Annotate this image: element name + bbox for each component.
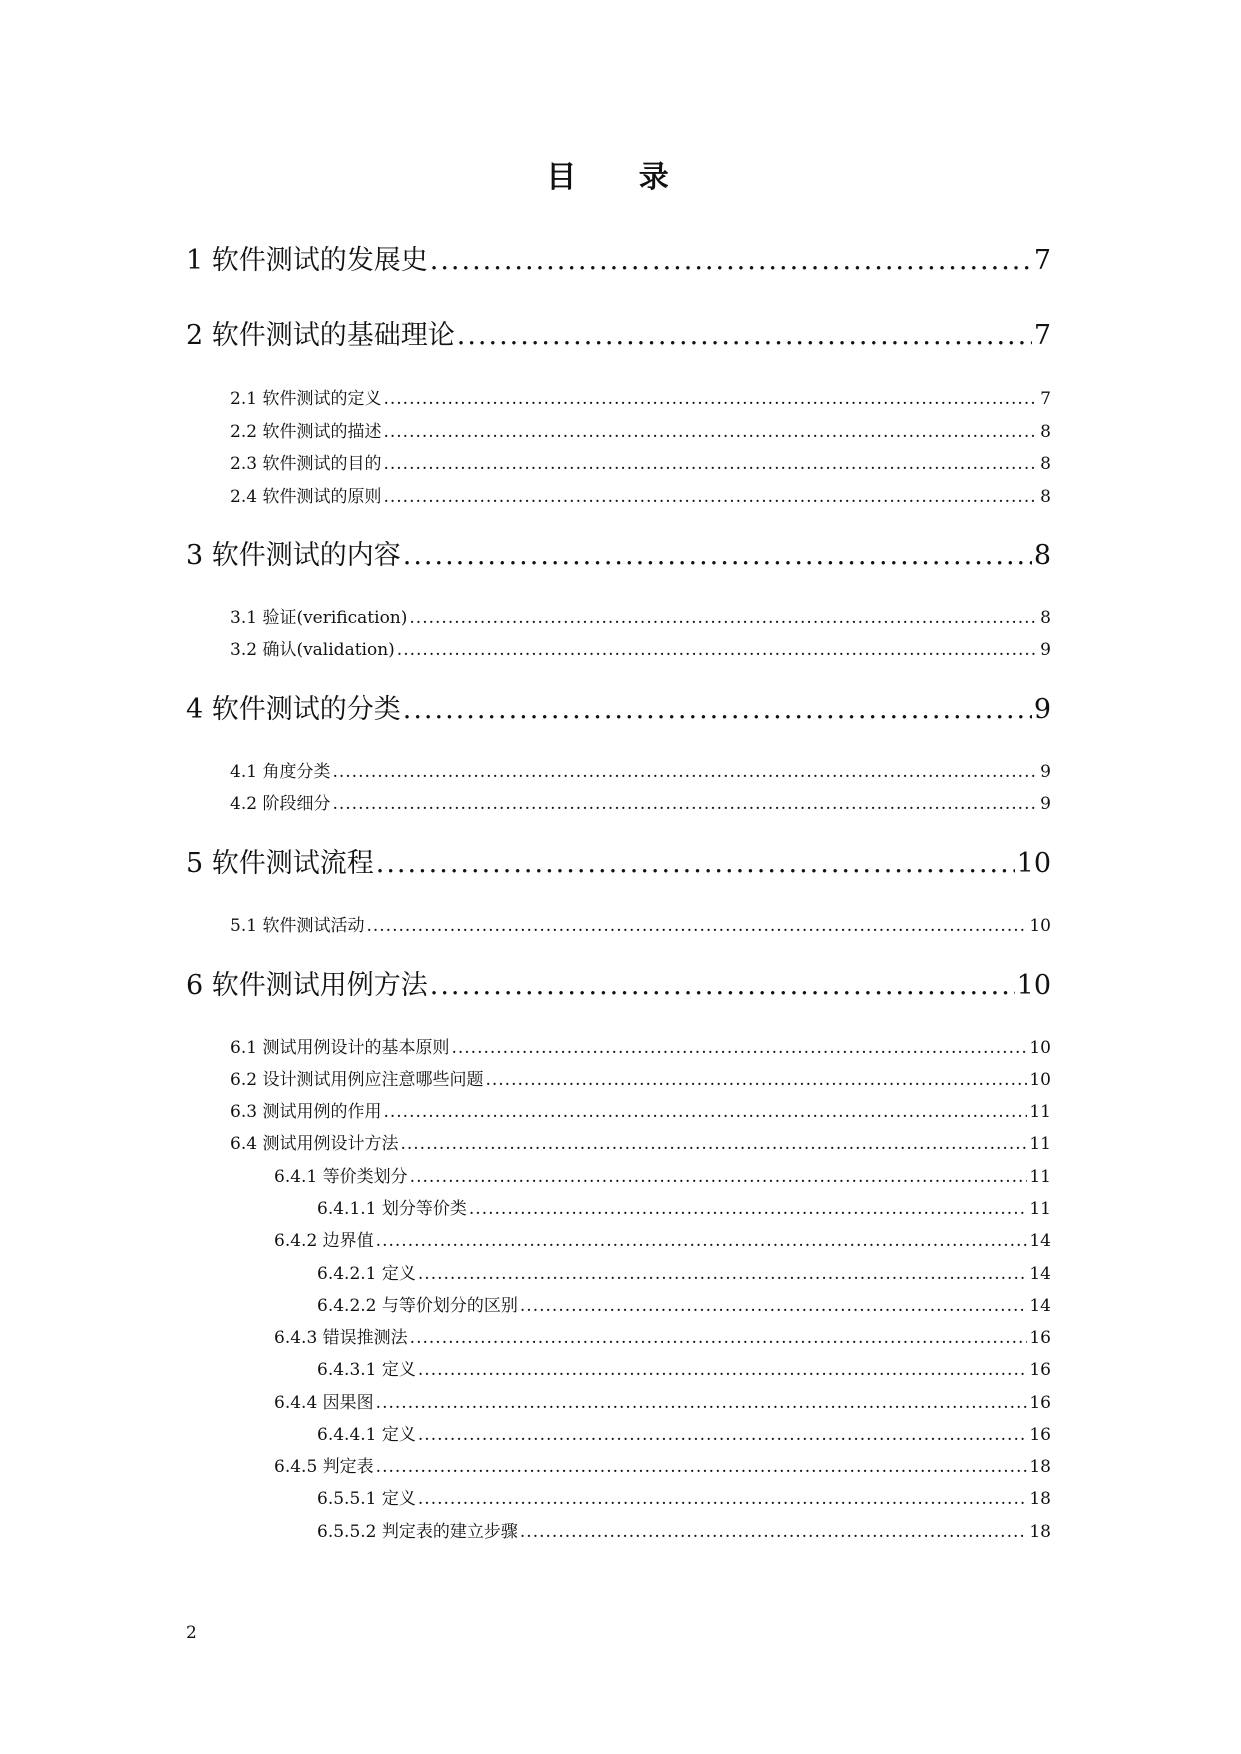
toc-entry-label: 2.4 软件测试的原则 [230, 487, 382, 507]
toc-entry[interactable] [317, 1424, 1051, 1446]
toc-entry-page: 8 [1033, 540, 1051, 571]
toc-entry-label: 6.5.5.2 判定表的建立步骤 [317, 1522, 518, 1542]
toc-leader [403, 694, 1032, 726]
toc-entry-page: 18 [1029, 1457, 1051, 1477]
toc-entry-page: 11 [1029, 1134, 1051, 1154]
toc-leader [383, 1101, 1027, 1123]
toc-entry-label: 6.4.3.1 定义 [317, 1360, 416, 1380]
toc-entry-page: 9 [1040, 640, 1051, 660]
toc-entry[interactable] [230, 1101, 1051, 1123]
toc-leader [332, 761, 1038, 783]
toc-entry[interactable] [317, 1198, 1051, 1220]
toc-entry-label: 2.2 软件测试的描述 [230, 422, 382, 442]
toc-entry[interactable] [274, 1392, 1051, 1414]
toc-entry-page: 9 [1040, 762, 1051, 782]
toc-entry[interactable] [186, 540, 1051, 572]
toc-entry[interactable] [230, 421, 1051, 443]
toc-entry[interactable] [317, 1521, 1051, 1543]
toc-entry-label: 3.1 验证(verification) [230, 608, 408, 628]
toc-entry[interactable] [317, 1488, 1051, 1510]
toc-entry-label: 6.4.2 边界值 [274, 1231, 374, 1251]
toc-entry[interactable] [230, 761, 1051, 783]
toc-entry[interactable] [186, 245, 1051, 277]
toc-entry-page: 10 [1029, 1038, 1051, 1058]
toc-entry[interactable] [230, 793, 1051, 815]
toc-entry-label: 1 软件测试的发展史 [186, 245, 428, 276]
toc-entry-label: 3 软件测试的内容 [186, 540, 401, 571]
toc-entry-page: 8 [1040, 487, 1051, 507]
toc-entry[interactable] [186, 320, 1051, 352]
toc-leader [410, 1166, 1028, 1188]
toc-entry[interactable] [230, 639, 1051, 661]
toc-entry-page: 16 [1029, 1425, 1051, 1445]
toc-leader [410, 1327, 1028, 1349]
toc-entry-page: 9 [1040, 794, 1051, 814]
toc-entry[interactable] [230, 915, 1051, 937]
toc-entry[interactable] [186, 970, 1051, 1002]
toc-entry[interactable] [230, 1037, 1051, 1059]
toc-entry-page: 14 [1029, 1296, 1051, 1316]
toc-entry[interactable] [230, 388, 1051, 410]
toc-leader [457, 320, 1032, 352]
toc-entry-label: 6.4.2.1 定义 [317, 1264, 416, 1284]
toc-entry-label: 6.4 测试用例设计方法 [230, 1134, 399, 1154]
toc-entry-page: 9 [1033, 694, 1051, 725]
toc-leader [366, 915, 1027, 937]
toc-leader [383, 388, 1038, 410]
toc-entry-label: 6.4.1 等价类划分 [274, 1167, 408, 1187]
toc-leader [418, 1424, 1027, 1446]
toc-entry-label: 6.4.4.1 定义 [317, 1425, 416, 1445]
toc-entry-page: 11 [1029, 1102, 1051, 1122]
toc-entry-label: 6.4.3 错误推测法 [274, 1328, 408, 1348]
toc-entry-label: 4.1 角度分类 [230, 762, 331, 782]
toc-entry-page: 14 [1029, 1264, 1051, 1284]
toc-leader [376, 1456, 1028, 1478]
toc-entry-label: 6.2 设计测试用例应注意哪些问题 [230, 1070, 484, 1090]
toc-entry-label: 2 软件测试的基础理论 [186, 320, 455, 351]
toc-entry-page: 16 [1029, 1328, 1051, 1348]
toc-title: 目 录 [546, 160, 695, 195]
toc-leader [383, 486, 1038, 508]
toc-leader [485, 1069, 1027, 1091]
toc-entry-page: 11 [1029, 1199, 1051, 1219]
toc-entry-page: 11 [1029, 1167, 1051, 1187]
toc-entry[interactable] [186, 694, 1051, 726]
toc-leader [409, 607, 1038, 629]
toc-entry[interactable] [317, 1359, 1051, 1381]
toc-leader [469, 1198, 1027, 1220]
toc-leader [383, 453, 1038, 475]
toc-entry-page: 7 [1040, 389, 1051, 409]
toc-entry-label: 5.1 软件测试活动 [230, 916, 365, 936]
toc-entry-label: 6.4.4 因果图 [274, 1393, 374, 1413]
toc-entry[interactable] [230, 607, 1051, 629]
toc-leader [418, 1263, 1027, 1285]
toc-entry-page: 18 [1029, 1522, 1051, 1542]
toc-entry-page: 10 [1029, 1070, 1051, 1090]
toc-entry-page: 10 [1016, 848, 1051, 879]
toc-entry-page: 10 [1029, 916, 1051, 936]
toc-leader [383, 421, 1038, 443]
toc-leader [400, 1133, 1027, 1155]
toc-entry-label: 6.1 测试用例设计的基本原则 [230, 1038, 450, 1058]
toc-leader [418, 1488, 1027, 1510]
toc-leader [418, 1359, 1027, 1381]
toc-entry-page: 14 [1029, 1231, 1051, 1251]
toc-leader [430, 970, 1015, 1002]
toc-entry-page: 10 [1016, 970, 1051, 1001]
toc-leader [376, 1230, 1028, 1252]
toc-leader [520, 1521, 1027, 1543]
toc-entry[interactable] [274, 1327, 1051, 1349]
toc-entry[interactable] [230, 486, 1051, 508]
toc-entry-label: 2.1 软件测试的定义 [230, 389, 382, 409]
page-number: 2 [186, 1623, 197, 1643]
toc-entry-label: 6 软件测试用例方法 [186, 970, 428, 1001]
toc-entry[interactable] [230, 1069, 1051, 1091]
toc-entry-label: 6.5.5.1 定义 [317, 1489, 416, 1509]
toc-leader [376, 1392, 1028, 1414]
toc-leader [451, 1037, 1027, 1059]
toc-entry-page: 8 [1040, 608, 1051, 628]
toc-entry-label: 2.3 软件测试的目的 [230, 454, 382, 474]
toc-entry-page: 18 [1029, 1489, 1051, 1509]
toc-entry-page: 7 [1033, 245, 1051, 276]
toc-entry-page: 8 [1040, 454, 1051, 474]
toc-entry-label: 4.2 阶段细分 [230, 794, 331, 814]
toc-entry[interactable] [186, 848, 1051, 880]
toc-entry-label: 6.4.2.2 与等价划分的区别 [317, 1296, 518, 1316]
toc-leader [376, 848, 1015, 880]
toc-leader [430, 245, 1032, 277]
toc-leader [332, 793, 1038, 815]
toc-entry[interactable] [274, 1166, 1051, 1188]
toc-entry-label: 6.3 测试用例的作用 [230, 1102, 382, 1122]
toc-entry-page: 8 [1040, 422, 1051, 442]
toc-entry[interactable] [274, 1230, 1051, 1252]
toc-entry-page: 16 [1029, 1393, 1051, 1413]
toc-leader [520, 1295, 1027, 1317]
toc-entry-label: 6.4.5 判定表 [274, 1457, 374, 1477]
toc-entry[interactable] [317, 1263, 1051, 1285]
toc-entry[interactable] [274, 1456, 1051, 1478]
toc-entry-label: 6.4.1.1 划分等价类 [317, 1199, 467, 1219]
toc-entry[interactable] [317, 1295, 1051, 1317]
toc-entry-page: 7 [1033, 320, 1051, 351]
toc-entry-label: 4 软件测试的分类 [186, 694, 401, 725]
toc-entry-label: 3.2 确认(validation) [230, 640, 395, 660]
toc-entry[interactable] [230, 1133, 1051, 1155]
toc-entry[interactable] [230, 453, 1051, 475]
toc-entry-page: 16 [1029, 1360, 1051, 1380]
toc-entry-label: 5 软件测试流程 [186, 848, 374, 879]
toc-leader [397, 639, 1038, 661]
toc-leader [403, 540, 1032, 572]
